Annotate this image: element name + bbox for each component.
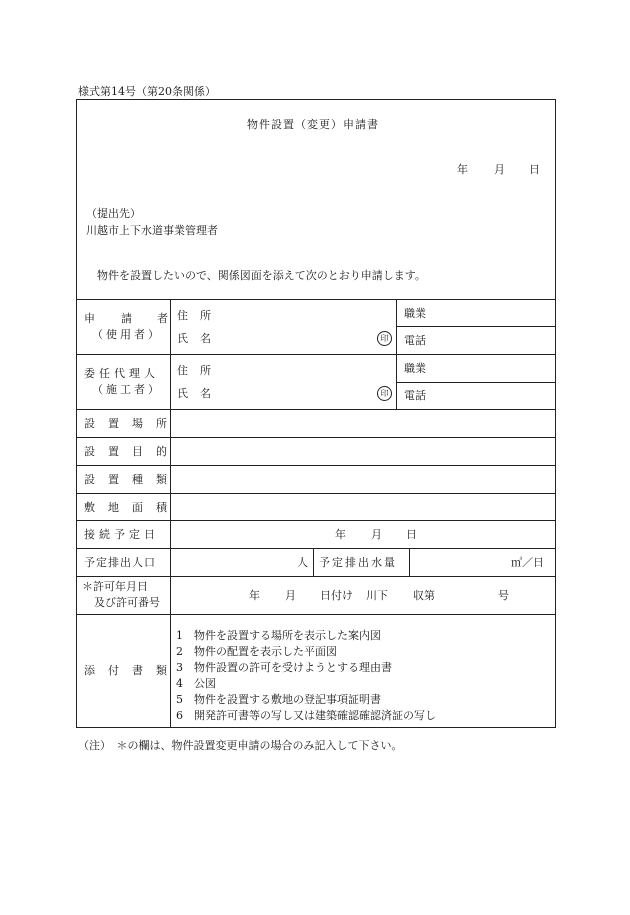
connection-year-label: 年: [335, 528, 346, 541]
attachment-item: 4 公図: [176, 677, 216, 690]
permit-label-line1: ＊許可年月日: [82, 580, 148, 593]
permit-label-line2: 及び許可番号: [94, 596, 160, 609]
agent-label-sub: （施工者）: [92, 383, 162, 396]
permit-office-label: 川下: [366, 589, 388, 602]
purpose-label-char-1: 設: [84, 445, 95, 458]
discharge-people-unit: 人: [297, 556, 308, 569]
applicant-seal-mark: 印: [377, 331, 392, 346]
purpose-label-char-2: 置: [108, 445, 119, 458]
land-area-label-char-2: 地: [108, 501, 119, 514]
type-label-char-3: 種: [132, 473, 143, 486]
submission-recipient: 川越市上下水道事業管理者: [86, 224, 218, 237]
attachments-label-char-4: 類: [156, 664, 167, 677]
agent-name-label-2: 名: [200, 387, 211, 400]
discharge-volume-label: 予定排出水量: [319, 556, 397, 569]
agent-address-label-2: 所: [200, 364, 211, 377]
attachments-label-char-1: 添: [84, 664, 95, 677]
permit-year-label: 年: [249, 589, 260, 602]
agent-seal-mark: 印: [377, 386, 392, 401]
discharge-volume-unit: ㎥／日: [511, 556, 544, 569]
discharge-people-label: 予定排出人口: [84, 556, 156, 569]
type-label-char-2: 置: [108, 473, 119, 486]
location-label-char-1: 設: [84, 417, 95, 430]
purpose-label-char-3: 目: [132, 445, 143, 458]
attachment-item: 3 物件設置の許可を受けようとする理由書: [176, 661, 392, 674]
type-label-char-1: 設: [84, 473, 95, 486]
agent-address-label-1: 住: [177, 364, 188, 377]
applicant-address-label-2: 所: [200, 309, 211, 322]
connection-date-label: 接続予定日: [84, 528, 159, 541]
applicant-label-char-1: 申: [84, 312, 95, 325]
location-label-char-2: 置: [108, 417, 119, 430]
applicant-occupation-label: 職業: [404, 307, 426, 320]
application-statement: 物件を設置したいので、関係図面を添えて次のとおり申請します。: [97, 269, 426, 282]
applicant-name-label-2: 名: [200, 332, 211, 345]
date-day-label: 日: [529, 163, 540, 176]
agent-occupation-label: 職業: [404, 362, 426, 375]
land-area-label-char-1: 敷: [84, 501, 95, 514]
permit-date-suffix: 日付け: [320, 589, 353, 602]
land-area-label-char-3: 面: [132, 501, 143, 514]
agent-label: 委任代理人: [84, 367, 159, 380]
form-title: 物件設置（変更）申請書: [247, 118, 379, 131]
attachment-item: 2 物件の配置を表示した平面図: [176, 645, 337, 658]
location-label-char-4: 所: [156, 417, 167, 430]
attachments-label-char-3: 書: [132, 664, 143, 677]
attachments-label-char-2: 付: [108, 664, 119, 677]
permit-number-label: 号: [498, 589, 509, 602]
location-label-char-3: 場: [132, 417, 143, 430]
connection-month-label: 月: [371, 528, 382, 541]
applicant-name-label-1: 氏: [177, 332, 188, 345]
attachment-item: 1 物件を設置する場所を表示した案内図: [176, 629, 381, 642]
applicant-phone-label: 電話: [404, 334, 426, 347]
date-year-label: 年: [457, 163, 468, 176]
attachment-item: 5 物件を設置する敷地の登記事項証明書: [176, 693, 381, 706]
applicant-label-char-2: 請: [121, 312, 132, 325]
submission-label: （提出先）: [86, 207, 141, 220]
connection-day-label: 日: [406, 528, 417, 541]
form-number: 様式第14号（第20条関係）: [78, 85, 216, 98]
type-label-char-4: 類: [156, 473, 167, 486]
land-area-label-char-4: 積: [156, 501, 167, 514]
applicant-label-sub: （使用者）: [92, 328, 162, 341]
attachment-item: 6 開発許可書等の写し又は建築確認確認済証の写し: [176, 709, 436, 722]
purpose-label-char-4: 的: [156, 445, 167, 458]
applicant-label-char-3: 者: [157, 312, 168, 325]
date-month-label: 月: [494, 163, 505, 176]
footnote: （注） ＊の欄は、物件設置変更申請の場合のみ記入して下さい。: [78, 739, 403, 752]
agent-name-label-1: 氏: [177, 387, 188, 400]
permit-month-label: 月: [285, 589, 296, 602]
permit-receipt-label: 収第: [413, 589, 435, 602]
applicant-address-label-1: 住: [177, 309, 188, 322]
agent-phone-label: 電話: [404, 389, 426, 402]
